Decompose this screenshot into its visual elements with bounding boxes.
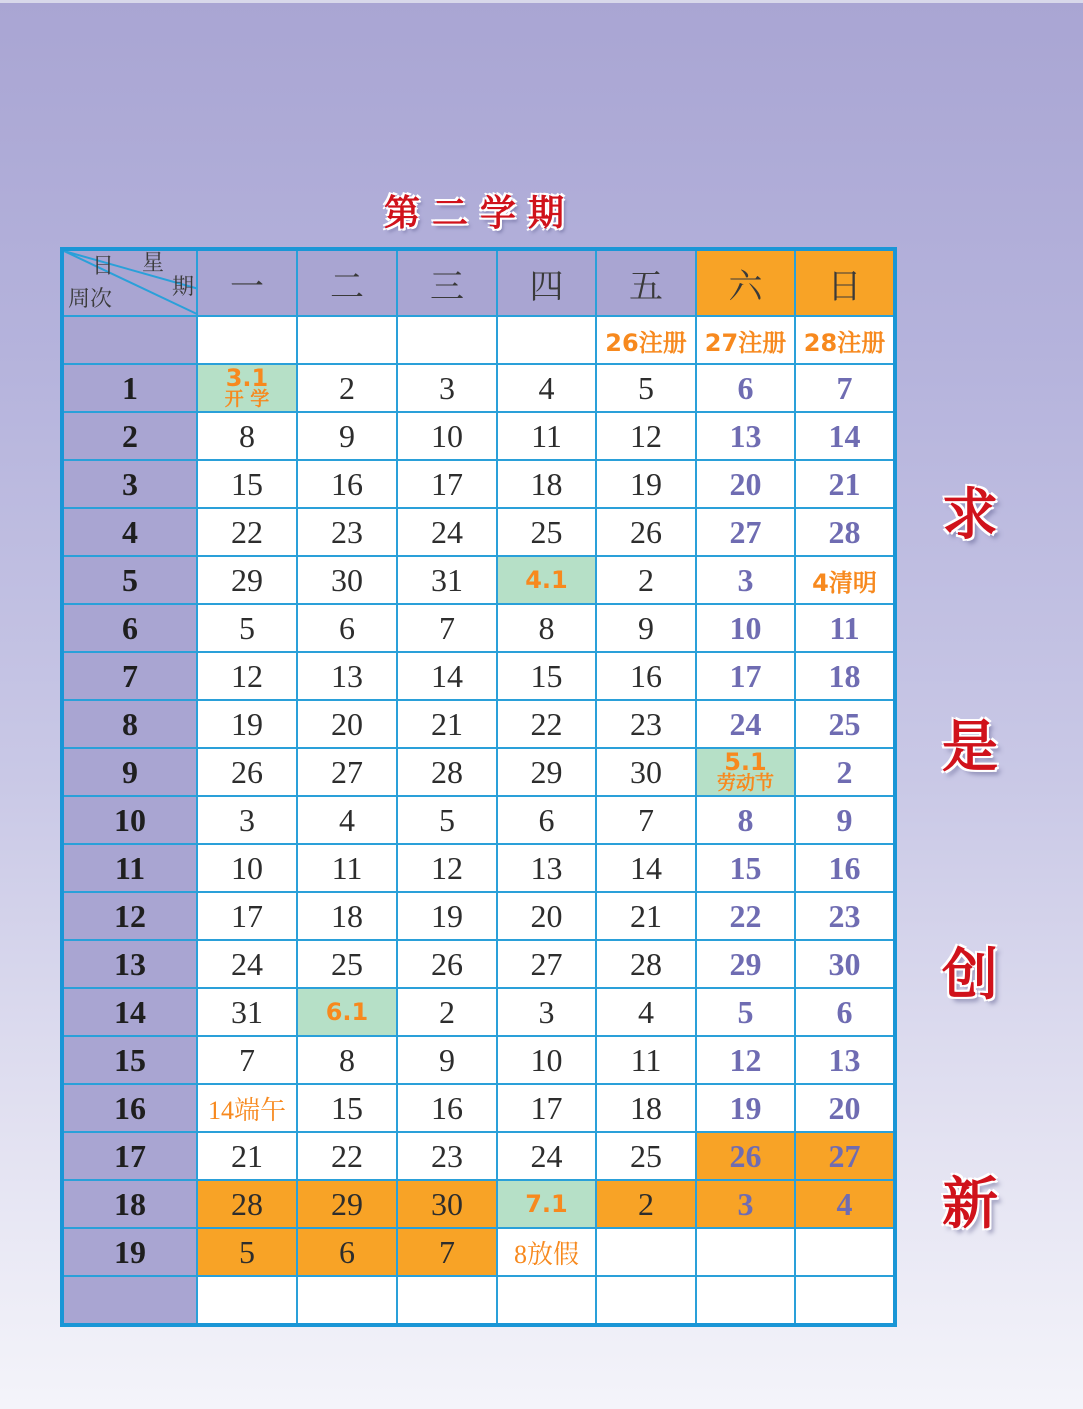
day-cell-sat: 13 xyxy=(696,412,795,460)
week-number-cell: 10 xyxy=(62,796,197,844)
day-cell-sun xyxy=(795,1276,895,1325)
day-cell-sun: 20 xyxy=(795,1084,895,1132)
day-cell-thu xyxy=(497,556,596,604)
weekday-tue: 二 xyxy=(297,249,397,316)
day-cell-mon: 24 xyxy=(197,940,297,988)
calendar-week-row xyxy=(62,508,895,556)
day-cell-mon: 5 xyxy=(197,1228,297,1276)
corner-label-day: 日 xyxy=(92,254,115,279)
holiday-name-label: 劳动节 xyxy=(716,772,774,794)
day-cell-wed: 10 xyxy=(397,412,497,460)
day-cell-wed xyxy=(397,1276,497,1325)
day-cell-fri xyxy=(596,1276,696,1325)
day-cell-mon: 3 xyxy=(197,796,297,844)
day-cell-wed: 28 xyxy=(397,748,497,796)
day-cell-mon: 8 xyxy=(197,412,297,460)
day-cell-wed: 19 xyxy=(397,892,497,940)
weekday-thu: 四 xyxy=(497,249,596,316)
day-cell-thu: 18 xyxy=(497,460,596,508)
day-cell-fri: 7 xyxy=(596,796,696,844)
day-cell-fri: 23 xyxy=(596,700,696,748)
week-number-cell: 11 xyxy=(62,844,197,892)
day-cell-tue: 16 xyxy=(297,460,397,508)
day-cell-thu: 20 xyxy=(497,892,596,940)
day-cell-sat xyxy=(696,748,795,796)
day-cell-fri: 30 xyxy=(596,748,696,796)
day-cell-fri: 14 xyxy=(596,844,696,892)
day-cell-wed: 9 xyxy=(397,1036,497,1084)
day-cell-wed: 17 xyxy=(397,460,497,508)
calendar-week-row xyxy=(62,1132,895,1180)
day-cell-mon: 31 xyxy=(197,988,297,1036)
day-cell-thu: 27 xyxy=(497,940,596,988)
day-cell-wed: 5 xyxy=(397,796,497,844)
holiday-date-label: 5.1 xyxy=(724,748,767,776)
motto-char-2: 是 xyxy=(942,714,998,780)
calendar-week-row xyxy=(62,556,895,604)
day-cell-sat: 29 xyxy=(696,940,795,988)
holiday-name-label: 开 学 xyxy=(224,388,270,410)
day-cell-mon xyxy=(197,1276,297,1325)
day-cell-fri: 5 xyxy=(596,364,696,412)
holiday-date-label: 6.1 xyxy=(325,998,369,1026)
day-cell-sun: 14 xyxy=(795,412,895,460)
day-cell-wed: 26 xyxy=(397,940,497,988)
day-cell-sun: 13 xyxy=(795,1036,895,1084)
day-cell-sat: 5 xyxy=(696,988,795,1036)
day-cell-fri: 26注册 xyxy=(596,316,696,364)
day-cell-tue: 9 xyxy=(297,412,397,460)
calendar-week-row xyxy=(62,604,895,652)
day-cell-thu xyxy=(497,316,596,364)
corner-label-qi: 期 xyxy=(172,275,195,300)
day-cell-fri: 26 xyxy=(596,508,696,556)
day-cell-wed xyxy=(397,316,497,364)
day-cell-mon: 12 xyxy=(197,652,297,700)
day-cell-sun: 6 xyxy=(795,988,895,1036)
day-cell-wed: 21 xyxy=(397,700,497,748)
day-cell-mon: 22 xyxy=(197,508,297,556)
calendar-week-row xyxy=(62,748,895,796)
day-cell-sat: 6 xyxy=(696,364,795,412)
day-cell-mon: 14端午 xyxy=(197,1084,297,1132)
day-cell-tue: 20 xyxy=(297,700,397,748)
day-cell-fri: 2 xyxy=(596,1180,696,1228)
semester-calendar-table xyxy=(60,247,897,1327)
day-cell-fri: 18 xyxy=(596,1084,696,1132)
day-cell-sun: 28注册 xyxy=(795,316,895,364)
day-cell-sun: 2 xyxy=(795,748,895,796)
motto-char-3: 创 xyxy=(942,942,998,1008)
week-number-cell: 14 xyxy=(62,988,197,1036)
day-cell-sat: 20 xyxy=(696,460,795,508)
day-cell-tue: 8 xyxy=(297,1036,397,1084)
calendar-week-row xyxy=(62,1084,895,1132)
day-cell-sat: 27 xyxy=(696,508,795,556)
day-cell-thu xyxy=(497,1180,596,1228)
day-cell-tue: 13 xyxy=(297,652,397,700)
calendar-week-row xyxy=(62,892,895,940)
top-border-line xyxy=(0,0,1083,3)
day-cell-mon: 21 xyxy=(197,1132,297,1180)
day-cell-sun: 11 xyxy=(795,604,895,652)
day-cell-mon xyxy=(197,364,297,412)
day-cell-wed: 7 xyxy=(397,604,497,652)
holiday-date-label: 7.1 xyxy=(525,1190,568,1218)
day-cell-fri: 4 xyxy=(596,988,696,1036)
day-cell-wed: 31 xyxy=(397,556,497,604)
day-cell-sat: 26 xyxy=(696,1132,795,1180)
week-number-cell xyxy=(62,1276,197,1325)
day-cell-mon: 15 xyxy=(197,460,297,508)
day-cell-sat: 10 xyxy=(696,604,795,652)
day-cell-thu: 25 xyxy=(497,508,596,556)
day-cell-mon: 17 xyxy=(197,892,297,940)
day-cell-thu: 22 xyxy=(497,700,596,748)
day-cell-mon: 28 xyxy=(197,1180,297,1228)
day-cell-sun: 18 xyxy=(795,652,895,700)
calendar-week-row xyxy=(62,652,895,700)
day-cell-thu: 4 xyxy=(497,364,596,412)
day-cell-fri: 11 xyxy=(596,1036,696,1084)
holiday-date-label: 4.1 xyxy=(525,566,568,594)
day-cell-sun: 25 xyxy=(795,700,895,748)
day-cell-thu: 8 xyxy=(497,604,596,652)
weekday-fri: 五 xyxy=(596,249,696,316)
day-cell-wed: 14 xyxy=(397,652,497,700)
day-cell-tue xyxy=(297,316,397,364)
day-cell-sat: 3 xyxy=(696,556,795,604)
day-cell-sun: 28 xyxy=(795,508,895,556)
day-cell-wed: 16 xyxy=(397,1084,497,1132)
day-cell-wed: 7 xyxy=(397,1228,497,1276)
day-cell-fri: 19 xyxy=(596,460,696,508)
day-cell-mon xyxy=(197,316,297,364)
day-cell-thu: 15 xyxy=(497,652,596,700)
calendar-week-row xyxy=(62,988,895,1036)
week-number-cell: 16 xyxy=(62,1084,197,1132)
day-cell-sat xyxy=(696,1276,795,1325)
day-cell-fri: 21 xyxy=(596,892,696,940)
day-cell-tue: 23 xyxy=(297,508,397,556)
day-cell-mon: 7 xyxy=(197,1036,297,1084)
day-cell-sun: 9 xyxy=(795,796,895,844)
day-cell-fri xyxy=(596,1228,696,1276)
day-cell-thu: 10 xyxy=(497,1036,596,1084)
day-cell-fri: 9 xyxy=(596,604,696,652)
day-cell-sat: 12 xyxy=(696,1036,795,1084)
calendar-week-row xyxy=(62,940,895,988)
day-cell-mon: 19 xyxy=(197,700,297,748)
calendar-week-row xyxy=(62,460,895,508)
day-cell-thu: 11 xyxy=(497,412,596,460)
day-cell-sat: 22 xyxy=(696,892,795,940)
week-number-cell: 12 xyxy=(62,892,197,940)
calendar-week-row xyxy=(62,700,895,748)
corner-label-xing: 星 xyxy=(142,251,165,276)
day-cell-wed: 23 xyxy=(397,1132,497,1180)
day-cell-thu xyxy=(497,1276,596,1325)
weekday-sun: 日 xyxy=(795,249,895,316)
day-cell-sun: 30 xyxy=(795,940,895,988)
day-cell-tue: 22 xyxy=(297,1132,397,1180)
weekday-header-row xyxy=(62,249,895,316)
week-number-cell: 13 xyxy=(62,940,197,988)
day-cell-mon: 10 xyxy=(197,844,297,892)
day-cell-sat: 15 xyxy=(696,844,795,892)
day-cell-sun: 16 xyxy=(795,844,895,892)
day-cell-tue: 4 xyxy=(297,796,397,844)
day-cell-tue: 30 xyxy=(297,556,397,604)
motto-char-1: 求 xyxy=(942,482,998,548)
day-cell-sun: 4 xyxy=(795,1180,895,1228)
day-cell-thu: 29 xyxy=(497,748,596,796)
day-cell-sat: 27注册 xyxy=(696,316,795,364)
day-cell-tue: 11 xyxy=(297,844,397,892)
day-cell-mon: 26 xyxy=(197,748,297,796)
day-cell-sat: 3 xyxy=(696,1180,795,1228)
day-cell-sun xyxy=(795,1228,895,1276)
weekday-mon: 一 xyxy=(197,249,297,316)
week-number-cell: 17 xyxy=(62,1132,197,1180)
day-cell-thu: 13 xyxy=(497,844,596,892)
day-cell-tue: 27 xyxy=(297,748,397,796)
day-cell-sun: 7 xyxy=(795,364,895,412)
day-cell-tue: 29 xyxy=(297,1180,397,1228)
day-cell-wed: 24 xyxy=(397,508,497,556)
calendar-week-row xyxy=(62,796,895,844)
weekday-sat: 六 xyxy=(696,249,795,316)
day-cell-tue xyxy=(297,988,397,1036)
calendar-week-row xyxy=(62,364,895,412)
day-cell-sun: 4清明 xyxy=(795,556,895,604)
holiday-date-label: 3.1 xyxy=(225,364,269,392)
corner-label-week-number: 周次 xyxy=(68,287,113,312)
day-cell-tue: 6 xyxy=(297,1228,397,1276)
week-number-cell: 2 xyxy=(62,412,197,460)
calendar-week-row xyxy=(62,1276,895,1325)
week-number-cell: 7 xyxy=(62,652,197,700)
day-cell-thu: 17 xyxy=(497,1084,596,1132)
day-cell-sat: 8 xyxy=(696,796,795,844)
week-number-cell: 19 xyxy=(62,1228,197,1276)
day-cell-wed: 2 xyxy=(397,988,497,1036)
day-cell-sun: 21 xyxy=(795,460,895,508)
day-cell-sat xyxy=(696,1228,795,1276)
week-number-cell: 8 xyxy=(62,700,197,748)
week-number-cell: 5 xyxy=(62,556,197,604)
day-cell-tue: 25 xyxy=(297,940,397,988)
weekday-wed: 三 xyxy=(397,249,497,316)
day-cell-sun: 27 xyxy=(795,1132,895,1180)
calendar-week-row xyxy=(62,412,895,460)
header-corner-cell xyxy=(62,249,197,316)
week-number-cell: 1 xyxy=(62,364,197,412)
week-number-cell: 15 xyxy=(62,1036,197,1084)
week-number-cell: 6 xyxy=(62,604,197,652)
day-cell-sat: 17 xyxy=(696,652,795,700)
day-cell-tue: 6 xyxy=(297,604,397,652)
day-cell-sat: 24 xyxy=(696,700,795,748)
week-number-cell: 4 xyxy=(62,508,197,556)
day-cell-sat: 19 xyxy=(696,1084,795,1132)
day-cell-thu: 6 xyxy=(497,796,596,844)
day-cell-thu: 24 xyxy=(497,1132,596,1180)
day-cell-thu: 8放假 xyxy=(497,1228,596,1276)
day-cell-tue: 2 xyxy=(297,364,397,412)
day-cell-mon: 29 xyxy=(197,556,297,604)
week-number-cell: 3 xyxy=(62,460,197,508)
calendar-week-row xyxy=(62,1036,895,1084)
day-cell-fri: 16 xyxy=(596,652,696,700)
day-cell-tue: 18 xyxy=(297,892,397,940)
day-cell-wed: 3 xyxy=(397,364,497,412)
day-cell-tue xyxy=(297,1276,397,1325)
week-number-cell: 18 xyxy=(62,1180,197,1228)
day-cell-tue: 15 xyxy=(297,1084,397,1132)
day-cell-fri: 12 xyxy=(596,412,696,460)
calendar-week-row xyxy=(62,1180,895,1228)
day-cell-fri: 25 xyxy=(596,1132,696,1180)
page-title: 第二学期 xyxy=(383,192,576,234)
motto-char-4: 新 xyxy=(942,1171,998,1237)
day-cell-wed: 30 xyxy=(397,1180,497,1228)
day-cell-fri: 28 xyxy=(596,940,696,988)
week-number-cell xyxy=(62,316,197,364)
calendar-week-row xyxy=(62,316,895,364)
day-cell-sun: 23 xyxy=(795,892,895,940)
day-cell-wed: 12 xyxy=(397,844,497,892)
day-cell-fri: 2 xyxy=(596,556,696,604)
calendar-week-row xyxy=(62,1228,895,1276)
calendar-week-row xyxy=(62,844,895,892)
day-cell-thu: 3 xyxy=(497,988,596,1036)
week-number-cell: 9 xyxy=(62,748,197,796)
day-cell-mon: 5 xyxy=(197,604,297,652)
